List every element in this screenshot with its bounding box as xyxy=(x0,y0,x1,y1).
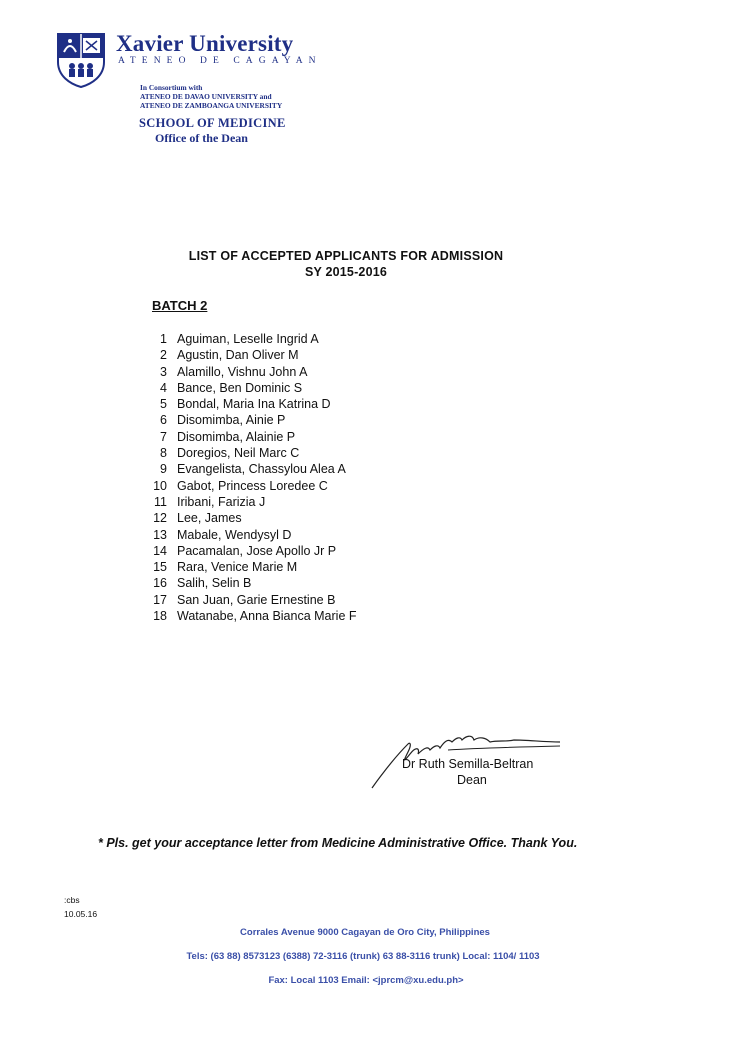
list-item xyxy=(150,445,357,461)
university-name: Xavier University xyxy=(116,31,294,56)
applicant-name: Disomimba, Alainie P xyxy=(177,429,296,444)
list-item xyxy=(150,364,357,380)
list-item xyxy=(150,347,357,363)
university-subtitle: ATENEO DE CAGAYAN xyxy=(118,56,322,66)
applicant-name: San Juan, Garie Ernestine B xyxy=(177,592,336,607)
document-title xyxy=(0,248,692,280)
applicant-name: Mabale, Wendysyl D xyxy=(177,527,292,542)
applicant-name: Rara, Venice Marie M xyxy=(177,560,298,575)
consortium-line: ATENEO DE ZAMBOANGA UNIVERSITY xyxy=(140,101,283,110)
item-number: 2 xyxy=(160,348,167,363)
list-item xyxy=(150,412,357,428)
item-number: 13 xyxy=(153,527,167,542)
applicant-name: Bondal, Maria Ina Katrina D xyxy=(177,397,331,412)
list-item xyxy=(150,510,357,526)
title-line: LIST OF ACCEPTED APPLICANTS FOR ADMISSION xyxy=(188,249,504,263)
signatory-name: Dr Ruth Semilla-Beltran xyxy=(402,757,534,771)
applicant-name: Lee, James xyxy=(177,511,242,526)
consortium-note xyxy=(140,83,282,110)
school-name: SCHOOL OF MEDICINE xyxy=(139,116,286,130)
item-number: 4 xyxy=(160,380,167,395)
applicant-name: Iribani, Farizia J xyxy=(177,494,266,509)
consortium-line: In Consortium with xyxy=(140,83,203,92)
item-number: 6 xyxy=(160,413,167,428)
list-item xyxy=(150,396,357,412)
item-number: 14 xyxy=(153,543,167,558)
applicant-name: Gabot, Princess Loredee C xyxy=(177,478,328,493)
office-name: Office of the Dean xyxy=(155,131,248,145)
item-number: 17 xyxy=(153,592,167,607)
item-number: 12 xyxy=(153,511,167,526)
item-number: 1 xyxy=(160,332,167,346)
consortium-line: ATENEO DE DAVAO UNIVERSITY and xyxy=(140,92,272,101)
list-item xyxy=(150,380,357,396)
applicant-name: Doregios, Neil Marc C xyxy=(177,446,300,461)
applicant-name: Agustin, Dan Oliver M xyxy=(177,348,299,363)
item-number: 9 xyxy=(160,462,167,477)
list-item xyxy=(150,559,357,575)
typist-initials: :cbs xyxy=(64,895,80,905)
applicant-name: Aguiman, Leselle Ingrid A xyxy=(177,332,319,346)
list-item xyxy=(150,592,357,608)
list-item xyxy=(150,608,357,624)
acceptance-notice: * Pls. get your acceptance letter from Medicine Administrative Office. Thank You. xyxy=(98,836,578,850)
list-item xyxy=(150,527,357,543)
document-date: 10.05.16 xyxy=(64,909,98,919)
applicant-list xyxy=(150,331,357,624)
university-crest-logo xyxy=(56,32,106,88)
item-number: 5 xyxy=(160,397,167,412)
applicant-name: Evangelista, Chassylou Alea A xyxy=(177,462,346,477)
item-number: 10 xyxy=(153,478,167,493)
applicant-name: Disomimba, Ainie P xyxy=(177,413,286,428)
list-item xyxy=(150,331,357,347)
applicant-name: Alamillo, Vishnu John A xyxy=(177,364,308,379)
title-line: SY 2015-2016 xyxy=(304,265,388,279)
footer-fax-email: Fax: Local 1103 Email: <jprcm@xu.edu.ph> xyxy=(268,975,464,986)
list-item xyxy=(150,461,357,477)
list-item xyxy=(150,494,357,510)
applicant-name: Pacamalan, Jose Apollo Jr P xyxy=(177,543,337,558)
list-item xyxy=(150,575,357,591)
list-item xyxy=(150,429,357,445)
item-number: 16 xyxy=(153,576,167,591)
item-number: 8 xyxy=(160,446,167,461)
applicant-name: Salih, Selin B xyxy=(177,576,252,591)
applicant-name: Watanabe, Anna Bianca Marie F xyxy=(177,609,357,624)
list-item xyxy=(150,478,357,494)
item-number: 3 xyxy=(160,364,167,379)
item-number: 7 xyxy=(160,429,167,444)
signatory-title: Dean xyxy=(457,773,487,787)
batch-heading: BATCH 2 xyxy=(152,298,208,313)
applicant-name: Bance, Ben Dominic S xyxy=(177,380,303,395)
item-number: 11 xyxy=(154,494,167,509)
item-number: 18 xyxy=(153,609,167,624)
footer-telephones: Tels: (63 88) 8573123 (6388) 72-3116 (trunk) 63 88-3116 trunk) Local: 1104/ 1103 xyxy=(186,951,540,962)
footer-address: Corrales Avenue 9000 Cagayan de Oro City, Philippines xyxy=(240,927,490,938)
item-number: 15 xyxy=(153,560,167,575)
list-item xyxy=(150,543,357,559)
